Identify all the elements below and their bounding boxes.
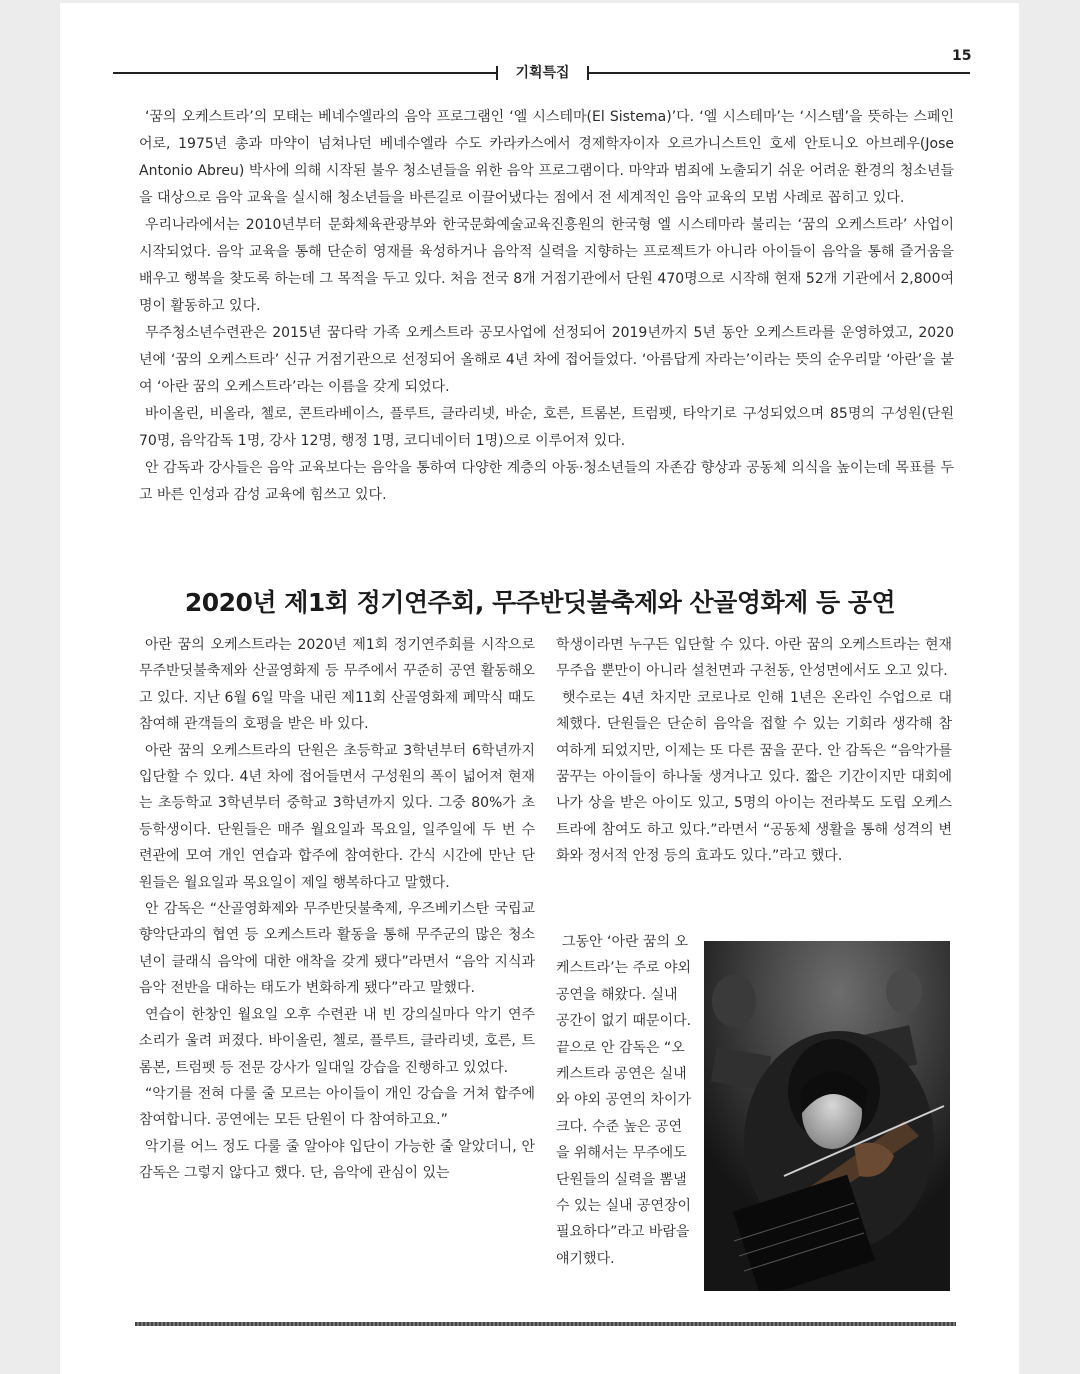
page-number: 15 <box>952 48 972 64</box>
article-paragraph: 학생이라면 누구든 입단할 수 있다. 아란 꿈의 오케스트라는 현재 무주읍 뿐만이 아니라 설천면과 구천동, 안성면에서도 오고 있다. <box>556 637 952 680</box>
intro-paragraph: ‘꿈의 오케스트라’의 모태는 베네수엘라의 음악 프로그램인 ‘엘 시스테마(El Sistema)’다. ‘엘 시스테마’는 ‘시스템’을 뜻하는 스페인어로, 1975년 총과 마약이 넘쳐나던 베네수엘라 수도 카라카스에서 경제학자이자 오르가니스트인 호세 안토니오 아브레우(Jose Antonio Abreu) 박사에 의해 시작된 불우 청소년들을 위한 음악 프로그램이다. 마약과 범죄에 노출되기 쉬운 어려운 환경의 청소년들을 대상으로 음악 교육을 실시해 청소년들을 바른길로 이끌어냈다는 점에서 전 세계적인 음악 교육의 모범 사례로 꼽히고 있다. <box>139 109 954 206</box>
photo-illustration <box>704 941 950 1291</box>
header-rule-right <box>589 72 970 74</box>
article-paragraph: 안 감독은 “산골영화제와 무주반딧불축제, 우즈베키스탄 국립교향악단과의 협연 등 오케스트라 활동을 통해 무주군의 많은 청소년이 클래식 음악에 대한 애착을 갖게 됐다”라면서 “음악 지식과 음악 전반을 대하는 태도가 변화하게 됐다”라고 말했다. <box>139 901 535 997</box>
intro-paragraph: 안 감독과 강사들은 음악 교육보다는 음악을 통하여 다양한 계층의 아동·청소년들의 자존감 향상과 공동체 의식을 높이는데 목표를 두고 바른 인성과 감성 교육에 힘쓰고 있다. <box>139 460 954 503</box>
footer-rule <box>135 1322 956 1326</box>
article-right-column <box>556 632 952 870</box>
article-left-column <box>139 632 535 1187</box>
header-rule-tick-left <box>496 66 498 80</box>
article-paragraph: “악기를 전혀 다룰 줄 모르는 아이들이 개인 강습을 거쳐 합주에 참여합니다. 공연에는 모든 단원이 다 참여하고요.” <box>139 1085 535 1129</box>
article-paragraph: 그동안 ‘아란 꿈의 오케스트라’는 주로 야외 공연을 해왔다. 실내 공간이 없기 때문이다. 끝으로 안 감독은 “오케스트라 공연은 실내와 야외 공연의 차이가 크다. 수준 높은 공연을 위해서는 무주에도 단원들의 실력을 뽐낼 수 있는 실내 공연장이 필요하다”라고 바람을 얘기했다. <box>556 934 692 1267</box>
header-rule-left <box>113 72 496 74</box>
section-label: 기획특집 <box>515 65 570 81</box>
article-paragraph: 아란 꿈의 오케스트라는 2020년 제1회 정기연주회를 시작으로 무주반딧불축제와 산골영화제 등 무주에서 꾸준히 공연 활동해오고 있다. 지난 6월 6일 막을 내린 제11회 산골영화제 폐막식 때도 참여해 관객들의 호평을 받은 바 있다. <box>139 637 535 733</box>
intro-paragraph: 우리나라에서는 2010년부터 문화체육관광부와 한국문화예술교육진흥원의 한국형 엘 시스테마라 불리는 ‘꿈의 오케스트라’ 사업이 시작되었다. 음악 교육을 통해 단순히 영재를 육성하거나 음악적 실력을 지향하는 프로젝트가 아니라 아이들이 음악을 통해 즐거움을 배우고 행복을 찾도록 하는데 그 목적을 두고 있다. 처음 전국 8개 거점기관에서 단원 470명으로 시작해 현재 52개 기관에서 2,800여 명이 활동하고 있다. <box>139 217 954 314</box>
article-paragraph: 연습이 한창인 월요일 오후 수련관 내 빈 강의실마다 악기 연주 소리가 울려 퍼졌다. 바이올린, 첼로, 플루트, 클라리넷, 호른, 트롬본, 트럼펫 등 전문 강사가 일대일 강습을 진행하고 있었다. <box>139 1006 535 1076</box>
article-paragraph: 햇수로는 4년 차지만 코로나로 인해 1년은 온라인 수업으로 대체했다. 단원들은 단순히 음악을 접할 수 있는 기회라 생각해 참여하게 되었지만, 이제는 또 다른 꿈을 꾼다. 안 감독은 “음악가를 꿈꾸는 아이들이 하나둘 생겨나고 있다. 짧은 기간이지만 대회에 나가 상을 받은 아이도 있고, 5명의 아이는 전라북도 도립 오케스트라에 참여도 하고 있다.”라면서 “공동체 생활을 통해 성격의 변화와 정서적 안정 등의 효과도 있다.”라고 했다. <box>556 689 952 865</box>
article-paragraph: 아란 꿈의 오케스트라의 단원은 초등학교 3학년부터 6학년까지 입단할 수 있다. 4년 차에 접어들면서 구성원의 폭이 넓어져 현재는 초등학교 3학년부터 중학교 3학년까지 있다. 그중 80%가 초등학생이다. 단원들은 매주 월요일과 목요일, 일주일에 두 번 수련관에 모여 개인 연습과 합주에 참여한다. 간식 시간에 만난 단원들은 월요일과 목요일이 제일 행복하다고 말했다. <box>139 742 535 891</box>
intro-paragraph: 바이올린, 비올라, 첼로, 콘트라베이스, 플루트, 클라리넷, 바순, 호른, 트롬본, 트럼펫, 타악기로 구성되었으며 85명의 구성원(단원 70명, 음악감독 1명, 강사 12명, 행정 1명, 코디네이터 1명)으로 이루어져 있다. <box>139 406 954 449</box>
article-narrow-column <box>556 929 692 1272</box>
girl-playing-violin-photo <box>704 941 950 1291</box>
article-paragraph: 악기를 어느 정도 다룰 줄 알아야 입단이 가능한 줄 알았더니, 안 감독은 그렇지 않다고 했다. 단, 음악에 관심이 있는 <box>139 1138 535 1182</box>
intro-paragraph: 무주청소년수련관은 2015년 꿈다락 가족 오케스트라 공모사업에 선정되어 2019년까지 5년 동안 오케스트라를 운영하였고, 2020년에 ‘꿈의 오케스트라’ 신규 거점기관으로 선정되어 올해로 4년 차에 접어들었다. ‘아름답게 자라는’이라는 뜻의 순우리말 ‘아란’을 붙여 ‘아란 꿈의 오케스트라’라는 이름을 갖게 되었다. <box>139 325 954 395</box>
intro-text <box>139 104 954 509</box>
article-heading: 2020년 제1회 정기연주회, 무주반딧불축제와 산골영화제 등 공연 <box>184 588 896 617</box>
